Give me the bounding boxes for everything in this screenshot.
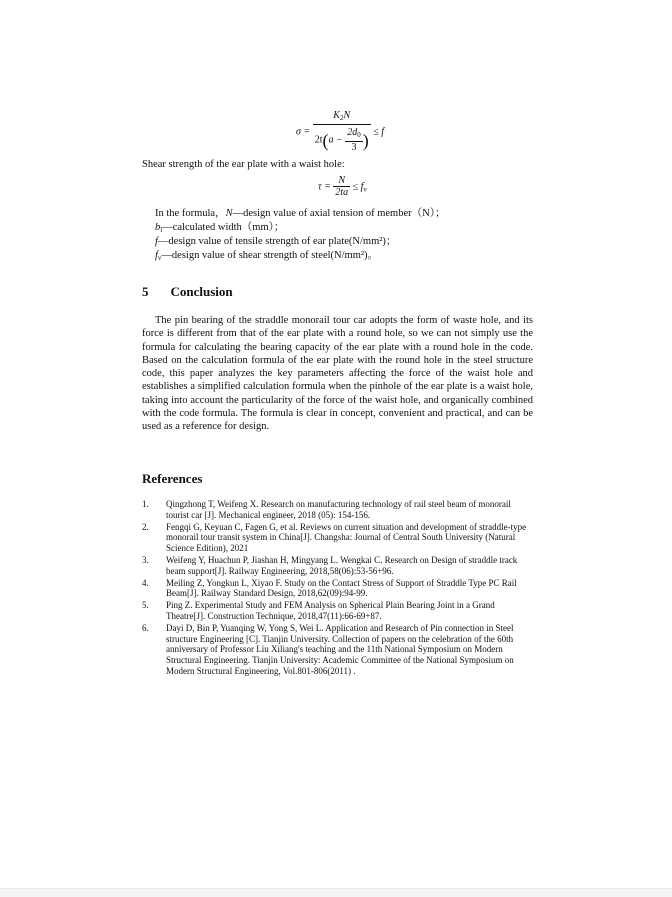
sigma-formula [296, 110, 384, 154]
sigma-inner-den: 3 [351, 142, 357, 153]
tau-den: 2ta [335, 187, 349, 198]
sigma-num-n: N [343, 110, 351, 121]
symbol-b: b [155, 222, 161, 233]
symbol-f: f [155, 236, 158, 247]
tau-num: N [333, 175, 350, 187]
reference-number: 4. [142, 577, 149, 588]
legend-line-f: f—design value of tensile strength of ear plate(N/mm²)； [155, 236, 397, 247]
reference-item [142, 555, 536, 577]
reference-number: 1. [142, 499, 149, 509]
reference-item [142, 522, 536, 554]
tau-lhs: τ = [318, 181, 331, 193]
reference-text: Fengqi G, Keyuan C, Fagen G, et al. Reviews on current situation and development of straddle-type monorail tour transit system in China[J]. Changsha: Journal of Central South University (Natural Science Edition), 2021 [166, 521, 527, 554]
reference-number: 5. [142, 600, 149, 611]
sigma-inner-fraction [345, 127, 363, 154]
reference-text: Qingzhong T, Weifeng X. Research on manufacturing technology of rail steel beam of monorail tourist car [J]. Mechanical engineer, 2018 (05): 154-156. [166, 499, 511, 520]
reference-item [142, 600, 536, 622]
legend-line-n: In the formula，N—design value of axial tension of member（N）； [155, 208, 446, 219]
sigma-fraction: $K_2N$ 2t(a − $\frac{2d_0}{3}$ ) [314, 110, 369, 153]
reference-number: 6. [142, 622, 149, 633]
reference-item [142, 623, 536, 677]
reference-number: 2. [142, 521, 149, 532]
conclusion-heading [142, 284, 233, 300]
section-number: 5 [142, 284, 149, 299]
sigma-inner-num: 2d [347, 127, 358, 138]
tau-fraction [333, 175, 350, 199]
reference-list [142, 499, 536, 678]
reference-text: Ping Z. Experimental Study and FEM Analysis on Spherical Plain Bearing Joint in a Grand Theatre[J]. Construction Technique, 2018,47(11):66-69+87. [166, 600, 495, 621]
sigma-den-2t: 2t [314, 134, 323, 146]
tau-formula [318, 175, 367, 199]
references-heading: References [142, 471, 203, 486]
tau-rhs-sub: v [363, 185, 367, 194]
reference-text: Weifeng Y, Huachun P, Jiashan H, Mingyang L. Wengkai C. Research on Design of straddle track beam support[J]. Railway Engineering, 2018,58(06):53-56+96. [166, 554, 518, 576]
sigma-num-k: K [333, 110, 340, 121]
legend-line-fv: $f_v—design$ value of shear strength of steel(N/mm²)。 [155, 250, 379, 262]
conclusion-text: The pin bearing of the straddle monorail tour car adopts the form of waste hole, and its force is different from that of the ear plate with a round hole, so we can not simply use the formula for calculating the bearing capacity of the ear plate with a round hole in the code. Based on the calculation formula of the ear plate with the round hole in the steel structure code, this paper analyzes the key parameters affecting the force of the waist hole and establishes a simplified calculation formula when the pinhole of the ear plate is a waist hole, taking into account the particularity of the force of the waist hole, and organically combined with the code formula. The formula is clear in concept, convenient and practical, and can be used as a reference for design. [142, 315, 533, 433]
tau-rhs: ≤ f [352, 181, 364, 193]
sigma-num-k-sub: 2 [339, 114, 344, 122]
reference-item [142, 499, 536, 521]
reference-number: 3. [142, 554, 149, 565]
sigma-rhs: ≤ f [373, 126, 384, 138]
reference-item [142, 578, 536, 600]
sigma-den-a: a − [328, 134, 343, 146]
symbol-n: N [225, 208, 233, 219]
symbol-fv: f [155, 250, 158, 261]
sigma-lhs: σ = [296, 126, 311, 138]
waist-hole-label: Shear strength of the ear plate with a waist hole: [142, 159, 345, 170]
reference-text: Dayi D, Bin P, Yuanqing W, Yong S, Wei L. Application and Research of Pin connection in Steel structure Engineering [C]. Tianjin University. Collection of papers on the celebration of the 60th anniversary of Professor Liu Xiliang's teaching and the 11th National Symposium on Modern Structural Engineering. Tianjin University: Academic Committee of the National Symposium on Modern Structural Engineering, Vol.801-806(2011) . [166, 622, 514, 676]
section-title: Conclusion [170, 284, 233, 299]
reference-text: Meiling Z, Yongkun L, Xiyao F. Study on the Contact Stress of Support of Straddle Type PC Rail Beam[J]. Railway Standard Design, 2018,62(09):94-99. [166, 577, 517, 599]
legend-line-b: $b_l—calculated$ width（mm）； [155, 222, 285, 234]
sigma-inner-sub: 0 [357, 131, 361, 139]
